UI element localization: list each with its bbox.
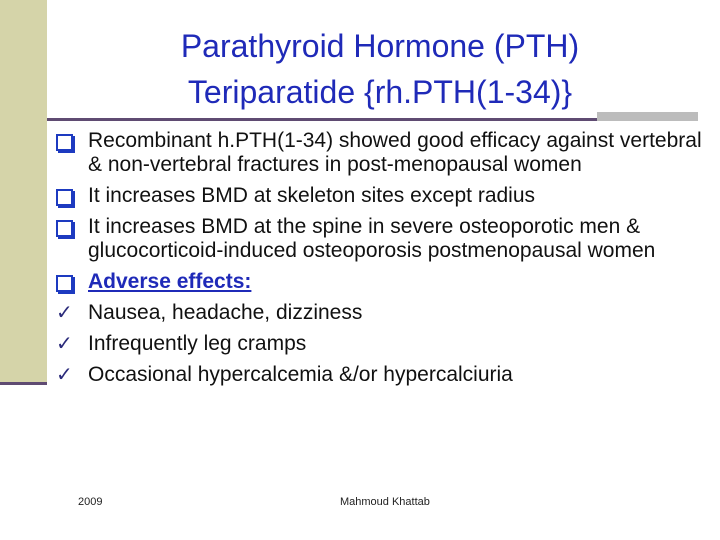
bullet-text: Nausea, headache, dizziness	[88, 301, 363, 324]
square-bullet-icon	[56, 271, 80, 298]
bullet-list	[56, 129, 716, 394]
square-bullet-icon	[56, 130, 80, 157]
bullet-text: It increases BMD at skeleton sites except radius	[88, 184, 536, 207]
bullet-text: It increases BMD at the spine in severe osteoporotic men & glucocorticoid-induced osteoporosis postmenopausal women	[88, 215, 656, 262]
slide-title-line-1: Parathyroid Hormone (PTH)	[180, 28, 580, 64]
bullet-text: Infrequently leg cramps	[88, 332, 307, 355]
adverse-effects-heading: Adverse effects:	[88, 270, 252, 293]
footer-author: Mahmoud Khattab	[340, 496, 430, 508]
decorative-side-bar	[0, 0, 47, 385]
checkmark-icon: ✓	[56, 333, 73, 355]
bullet-item	[56, 215, 716, 263]
slide-title-line-2: Teriparatide {rh.PTH(1-34)}	[187, 74, 573, 110]
bullet-item	[56, 270, 716, 294]
checkmark-icon: ✓	[56, 302, 73, 324]
bullet-item	[56, 363, 716, 387]
square-bullet-icon	[56, 216, 80, 243]
decorative-side-rule	[0, 382, 47, 385]
bullet-item	[56, 129, 716, 177]
bullet-text: Occasional hypercalcemia &/or hypercalciuria	[88, 363, 513, 386]
square-bullet-icon	[56, 185, 80, 212]
bullet-item	[56, 332, 716, 356]
title-underline-accent	[597, 112, 698, 121]
checkmark-icon: ✓	[56, 364, 73, 386]
bullet-item	[56, 301, 716, 325]
bullet-item	[56, 184, 716, 208]
bullet-text: Recombinant h.PTH(1-34) showed good efficacy against vertebral & non-vertebral fractures in post-menopausal women	[88, 129, 702, 176]
footer-year: 2009	[78, 496, 103, 508]
